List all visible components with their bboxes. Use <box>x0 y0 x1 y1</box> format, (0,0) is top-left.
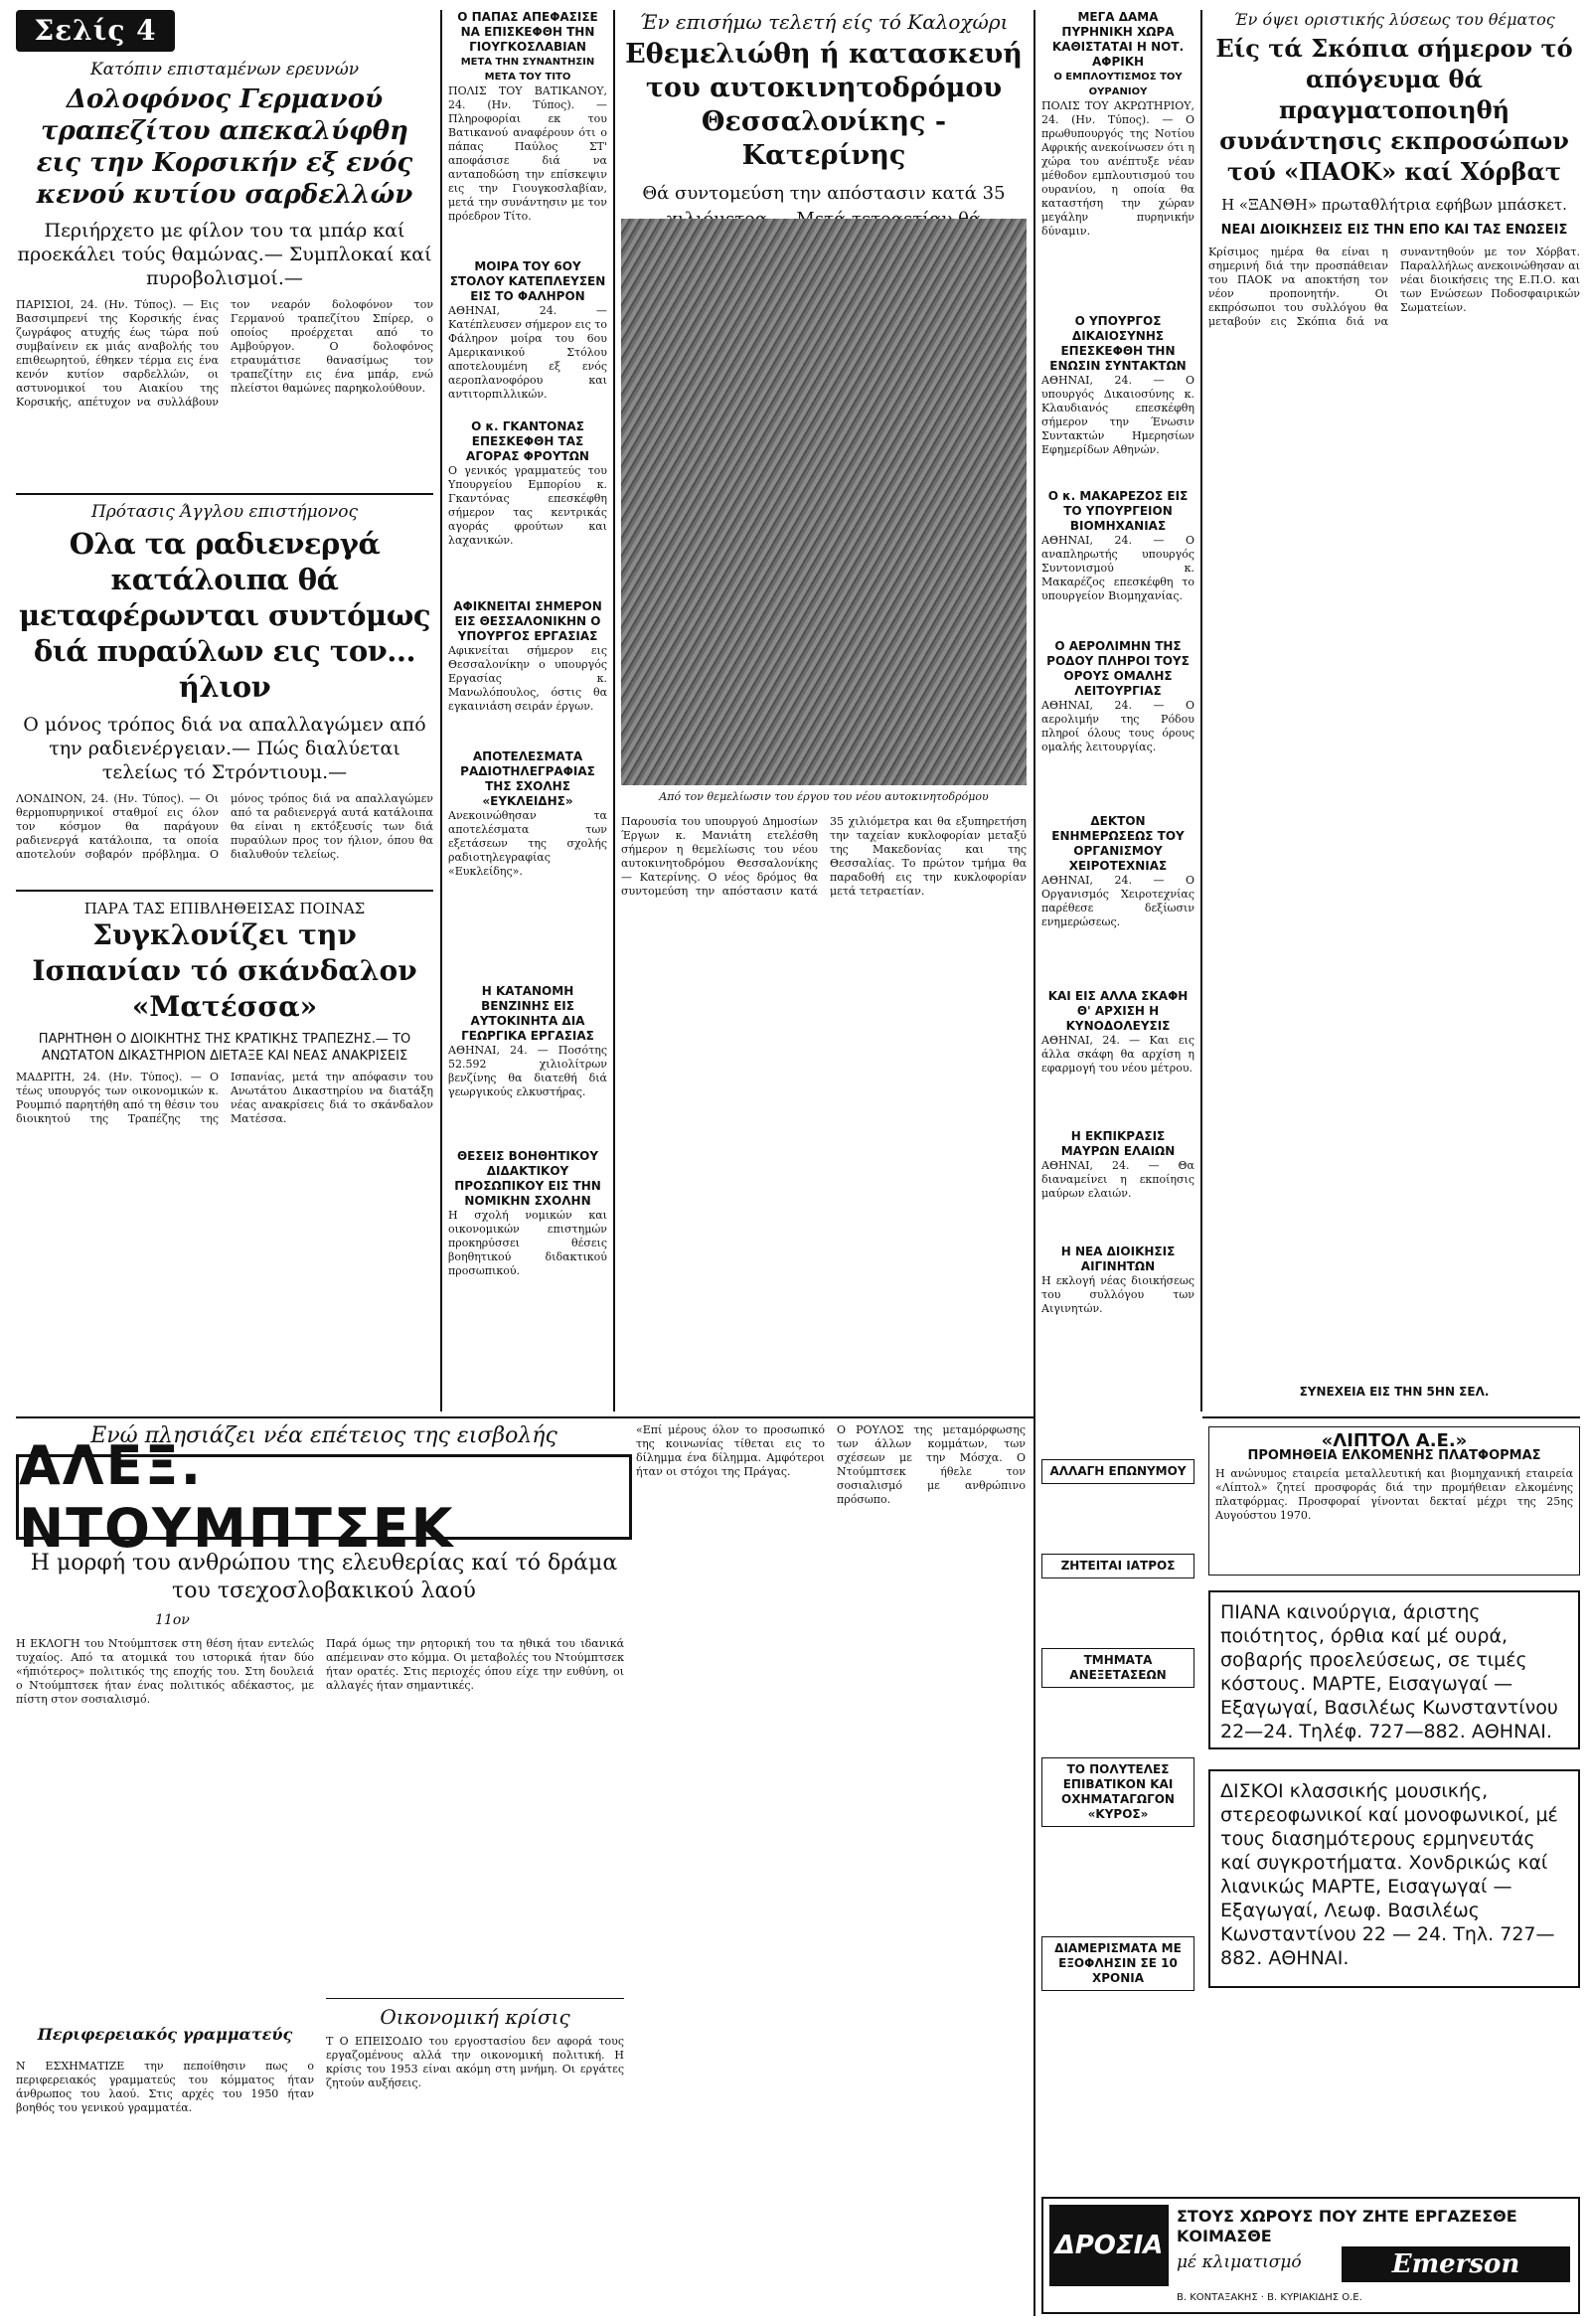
news-body: ΠΟΛΙΣ ΤΟΥ ΑΚΡΩΤΗΡΙΟΥ, 24. (Ην. Τύπος). — Ο πρωθυπουργός της Νοτίου Αφρικής ανεκοίνωσεν ότι η χώρα του ανέπτυξε νέαν μέθοδον εμπλουτισμού του ουρανίου, η οποία θα καταστήση την χώραν μεγάλην πυρηνικήν δύναμιν. <box>1041 99 1194 238</box>
article-deck: Περιήρχετο με φίλον του τα μπάρ καί προεκάλει τούς θαμώνας.— Συμπλοκαί καί πυροβολισμοί.— <box>17 220 432 289</box>
feature-body: Ο ΡΟΥΛΟΣ της μεταμόρφωσης των άλλων κομμάτων, των σχέσεων με την Μόσχα. Ο Ντούμπτσεκ ήθελε τον σοσιαλισμό με ανθρώπινο πρόσωπο. <box>837 1423 1026 1506</box>
feature-part: 11ον <box>155 1612 190 1628</box>
column-rule <box>1034 10 1035 2316</box>
news-body: ΑΘΗΝΑΙ, 24. — Κατέπλευσεν σήμερον εις το Φάληρον μοίρα του 6ου Αμερικανικού Στόλου αποτελουμένη εξ ενός αεροπλανοφόρου και αντιτορπιλλικών. <box>448 304 607 401</box>
article-motorway <box>621 10 1027 1411</box>
page-label: Σελίς 4 <box>16 10 175 52</box>
news-body: Ανεκοινώθησαν τα αποτελέσματα των εξετάσεων της σχολής ραδιοτηλεγραφίας «Ευκλείδης». <box>448 809 607 878</box>
ad-title: «ΛΙΠΤΟΛ Α.Ε.» <box>1321 1430 1468 1451</box>
article-kicker: Έν επισήμω τελετή είς τό Καλοχώρι <box>639 10 1009 34</box>
ad-body: ΠΙΑΝΑ καινούργια, άριστης ποιότητος, όρθια καί μέ ουρά, σοβαρής προελεύσεως, σε τιμές κόστους. ΜΑΡΤΕ, Εισαγωγαί — Εξαγωγαί, Βασιλέως Κωνσταντίνου 22—24. Τηλέφ. 727—882. ΑΘΗΝΑΙ. <box>1220 1601 1558 1743</box>
divider <box>16 493 433 495</box>
feature-banner-text: ΑΛΕΞ. ΝΤΟΥΜΠΤΣΕΚ <box>19 1434 455 1560</box>
article-body: ΛΟΝΔΙΝΟΝ, 24. (Ην. Τύπος). — Οι θερμοπυρηνικοί σταθμοί εις όλον τον κόσμον θα παράγουν ραδιενεργά κατάλοιπα, τα οποία αποτελούν σοβαρόν πρόβλημα. Ο μόνος τρόπος διά να απαλλαγώμεν από τα ραδιενεργά αυτά κατάλοιπα θα είναι η εκτόξευσίς των διά πυραύλων προς τον ήλιον, όπου θα διαλυθούν τελείως. <box>16 792 433 861</box>
news-column-2 <box>448 10 607 1411</box>
ad-body: ΔΙΣΚΟΙ κλασσικής μουσικής, στερεοφωνικοί καί μονοφωνικοί, μέ τους διασημότερους ερμηνευτάς καί συγκροτήματα. Χονδρικώς καί λιανικώς ΜΑΡΤΕ, Εισαγωγαί — Εξαγωγαί, Λεωφ. Βασιλέως Κωνσταντίνου 22 — 24. Τηλ. 727—882. ΑΘΗΝΑΙ. <box>1220 1780 1558 1969</box>
ceremony-photo <box>621 219 1027 785</box>
news-heading: ΜΟΙΡΑ ΤΟΥ 6ΟΥ ΣΤΟΛΟΥ ΚΑΤΕΠΛΕΥΣΕΝ ΕΙΣ ΤΟ ΦΑΛΗΡΟΝ <box>449 259 606 303</box>
news-heading: Ο κ. ΓΚΑΝΤΟΝΑΣ ΕΠΕΣΚΕΦΘΗ ΤΑΣ ΑΓΟΡΑΣ ΦΡΟΥΤΩΝ <box>466 419 589 463</box>
news-body: Ο γενικός γραμματεύς του Υπουργείου Εμπορίου κ. Γκαντόνας επεσκέφθη σήμερον τας κεντρικάς αγοράς φρούτων και λαχανικών. <box>448 464 607 547</box>
classified-box: ΤΜΗΜΑΤΑ ΑΝΕΞΕΤΑΣΕΩΝ <box>1041 1648 1194 1688</box>
news-subheading: Ο ΕΜΠΛΟΥΤΙΣΜΟΣ ΤΟΥ ΟΥΡΑΝΙΟΥ <box>1053 72 1183 97</box>
article-matesa <box>16 900 433 1198</box>
news-heading: Η ΕΚΠΙΚΡΑΣΙΣ ΜΑΥΡΩΝ ΕΛΑΙΩΝ <box>1060 1129 1176 1158</box>
news-body: ΠΟΛΙΣ ΤΟΥ ΒΑΤΙΚΑΝΟΥ, 24. (Ην. Τύπος). — Πληροφορίαι εκ του Βατικανού αναφέρουν ότι ο πάπας Παύλος ΣΤ' αποφάσισε διά να ανταποδώση την επίσκεψιν εις την Γιουγκοσλαβίαν, μετά την συνάντησιν με τον πρόεδρον Τίτο. <box>448 84 607 223</box>
article-deck: ΠΑΡΗΤΗΘΗ Ο ΔΙΟΙΚΗΤΗΣ ΤΗΣ ΚΡΑΤΙΚΗΣ ΤΡΑΠΕΖΗΣ.— ΤΟ ΑΝΩΤΑΤΟΝ ΔΙΚΑΣΤΗΡΙΟΝ ΔΙΕΤΑΞΕ ΚΑΙ ΝΕΑΣ ΑΝΑΚΡΙΣΕΙΣ <box>38 1032 411 1064</box>
classified-box: ΑΛΛΑΓΗ ΕΠΩΝΥΜΟΥ <box>1041 1459 1194 1484</box>
article-kicker: Κατόπιν επισταμένων ερευνών <box>89 60 360 80</box>
article-body: Παρουσία του υπουργού Δημοσίων Έργων κ. Μανιάτη ετελέσθη σήμερον η θεμελίωσις του νέου αυτοκινητοδρόμου Θεσσαλονίκης — Κατερίνης. Ο νέος δρόμος θα συντομεύση την απόστασιν κατά 35 χιλιόμετρα και θα εξυπηρετήση την ταχείαν κυκλοφορίαν μεταξύ της Μακεδονίας και της Θεσσαλίας. Το πρώτον τμήμα θα παραδοθή εις την κυκλοφορίαν μετά τετραετίαν. <box>621 815 1027 898</box>
article-headline: Συγκλονίζει την Ισπανίαν τό σκάνδαλον «Ματέσσα» <box>32 918 417 1023</box>
ad-footer: Β. ΚΟΝΤΑΞΑΚΗΣ · Β. ΚΥΡΙΑΚΙΔΗΣ Ο.Ε. <box>1177 2292 1362 2303</box>
ad-liptol <box>1208 1426 1580 1576</box>
news-heading: Ο κ. ΜΑΚΑΡΕΖΟΣ ΕΙΣ ΤΟ ΥΠΟΥΡΓΕΙΟΝ ΒΙΟΜΗΧΑΝΙΑΣ <box>1047 489 1189 533</box>
news-body: Αφικνείται σήμερον εις Θεσσαλονίκην ο υπουργός Εργασίας κ. Μανωλόπουλος, όστις θα εγκαινιάση σειράν έργων. <box>448 644 607 713</box>
article-banker-murder <box>16 60 433 487</box>
classified-box: ΔΙΑΜΕΡΙΣΜΑΤΑ ΜΕ ΕΞΟΦΛΗΣΙΝ ΣΕ 10 ΧΡΟΝΙΑ <box>1041 1936 1194 1991</box>
news-body: ΑΘΗΝΑΙ, 24. — Ο αερολιμήν της Ρόδου πληροί όλους τους όρους ομαλής λειτουργίας. <box>1041 699 1194 753</box>
news-heading: Ο ΥΠΟΥΡΓΟΣ ΔΙΚΑΙΟΣΥΝΗΣ ΕΠΕΣΚΕΦΘΗ ΤΗΝ ΕΝΩΣΙΝ ΣΥΝΤΑΚΤΩΝ <box>1049 314 1187 373</box>
article-kicker: Πρότασις Άγγλου επιστήμονος <box>90 502 358 522</box>
feature-subheading: Περιφερειακός γραμματεύς <box>37 2025 293 2044</box>
news-body: ΑΘΗΝΑΙ, 24. — Θα διαναμείνει η εκποίησις μαύρων ελαιών. <box>1041 1159 1194 1200</box>
news-body: Η σχολή νομικών και οικονομικών επιστημών προκηρύσσει θέσεις βοηθητικού διδακτικού προσωπικού. <box>448 1209 607 1277</box>
article-subheading: ΝΕΑΙ ΔΙΟΙΚΗΣΕΙΣ ΕΙΣ ΤΗΝ ΕΠΟ ΚΑΙ ΤΑΣ ΕΝΩΣΕΙΣ <box>1220 223 1568 238</box>
article-deck: Η «ΞΑΝΘΗ» πρωταθλήτρια εφήβων μπάσκετ. <box>1221 196 1567 214</box>
photo-caption: Από τον θεμελίωσιν του έργου του νέου αυτοκινητοδρόμου <box>659 790 989 803</box>
article-headline: Δολοφόνος Γερμανού τραπεζίτου απεκαλύφθη εις την Κορσικήν εξ ενός κενού κυτίου σαρδελλών <box>36 84 413 210</box>
article-paok <box>1208 10 1580 1411</box>
article-body: ΠΑΡΙΣΙΟΙ, 24. (Ην. Τύπος). — Εις Βασσιμπρενί της Κορσικής ένας ζωγράφος ατυχής έως τώρα πού συμβαίνειν εκ μιάς αναβολής του επιθεωρητού, έθηκεν τέρμα εις ένα κενόν κυτίον σαρδελλών, οι αστυνομικοί του Αιακίου της Κορσικής, απέτυχον να συλλάβουν τον νεαρόν δολοφόνον τον Γερμανού τραπεζίτου Σπίρερ, ο οποίος προέρχεται από το Αμβούργον. Ο δολοφόνος ετραυμάτισε θανασίμως τον τραπεζίτην εις ένα μπάρ, ενώ πλείστοι θαμώνες παρηκολούθουν. <box>16 298 433 409</box>
feature-body: Παρά όμως την ρητορική του τα ηθικά του ιδανικά απέμειναν στο κόμμα. Οι μεταβολές του Ντούμπτσεκ ήταν ορατές. Στις περιοχές όπου είχε την ευθύνη, οι αλλαγές ήταν σημαντικές. <box>326 1637 624 1692</box>
ad-pianos <box>1208 1590 1580 1749</box>
news-body: ΑΘΗΝΑΙ, 24. — Ο υπουργός Δικαιοσύνης κ. Κλαυδιανός επεσκέφθη σήμερον την Ένωσιν Συντακτών Ημερησίων Εφημερίδων Αθηνών. <box>1041 374 1194 456</box>
feature-body: Ν ΕΣΧΗΜΑΤΙΖΕ την πεποίθησιν πως ο περιφερειακός γραμματεύς του κόμματος ήταν άνθρωπος του λαού. Στις αρχές του 1950 ήταν βοηθός του γενικού γραμματέα. <box>16 2060 314 2114</box>
feature-deck: Η μορφή του ανθρώπου της ελευθερίας καί τό δράμα του τσεχοσλοβακικού λαού <box>30 1551 618 1603</box>
article-kicker: ΠΑΡΑ ΤΑΣ ΕΠΙΒΛΗΘΕΙΣΑΣ ΠΟΙΝΑΣ <box>83 900 366 917</box>
ad-records <box>1208 1769 1580 1988</box>
news-heading: ΘΕΣΕΙΣ ΒΟΗΘΗΤΙΚΟΥ ΔΙΔΑΚΤΙΚΟΥ ΠΡΟΣΩΠΙΚΟΥ ΕΙΣ ΤΗΝ ΝΟΜΙΚΗΝ ΣΧΟΛΗΝ <box>454 1149 601 1208</box>
ad-drosia-emerson <box>1041 2197 1580 2314</box>
news-heading: ΜΕΓΑ ΔΑΜΑ ΠΥΡΗΝΙΚΗ ΧΩΡΑ ΚΑΘΙΣΤΑΤΑΙ Η ΝΟΤ. ΑΦΡΙΚΗ <box>1051 10 1185 69</box>
ad-body: Η ανώνυμος εταιρεία μεταλλευτική και βιομηχανική εταιρεία «Λίπτολ» ζητεί προσφοράς διά την προμήθειαν ελκομένης πλατφόρμας. Προσφοραί γίνονται δεκταί μέχρι της 25ης Αυγούστου 1970. <box>1215 1467 1573 1522</box>
divider <box>16 890 433 892</box>
news-heading: ΑΦΙΚΝΕΙΤΑΙ ΣΗΜΕΡΟΝ ΕΙΣ ΘΕΣΣΑΛΟΝΙΚΗΝ Ο ΥΠΟΥΡΓΟΣ ΕΡΓΑΣΙΑΣ <box>453 599 602 643</box>
classified-box: ΤΟ ΠΟΛΥΤΕΛΕΣ ΕΠΙΒΑΤΙΚΟΝ ΚΑΙ ΟΧΗΜΑΤΑΓΩΓΟΝ «ΚΥΡΟΣ» <box>1041 1757 1194 1827</box>
article-deck: Θά συντομεύση την απόστασιν κατά 35 <box>642 183 1006 204</box>
ad-line: ΣΤΟΥΣ ΧΩΡΟΥΣ ΠΟΥ ΖΗΤΕ ΕΡΓΑΖΕΣΘΕ ΚΟΙΜΑΣΘΕ <box>1177 2207 1517 2245</box>
classified-box: ΖΗΤΕΙΤΑΙ ΙΑΤΡΟΣ <box>1041 1554 1194 1578</box>
article-economic-crisis <box>326 1998 624 2306</box>
feature-body: Η ΕΚΛΟΓΗ του Ντούμπτσεκ στη θέση ήταν εντελώς τυχαίος. Από τα ατομικά του ιστορικά ήταν δύο «ήπιότερος» πολιτικός της εποχής του. Στη δουλειά ο Ντούμπτσεκ ήταν ένας πολιτικός αδέκαστος, με πίστη στον σοσιαλισμό. <box>16 1637 314 1706</box>
news-body: ΑΘΗΝΑΙ, 24. — Και εις άλλα σκάφη θα αρχίση η εφαρμογή του νέου μέτρου. <box>1041 1034 1194 1075</box>
ad-subtitle: ΠΡΟΜΗΘΕΙΑ ΕΛΚΟΜΕΝΗΣ ΠΛΑΤΦΟΡΜΑΣ <box>1247 1448 1541 1463</box>
news-body: ΑΘΗΝΑΙ, 24. — Ο Οργανισμός Χειροτεχνίας παρέθεσε δεξίωσιν ενημερώσεως. <box>1041 874 1194 928</box>
news-heading: Ο ΑΕΡΟΛΙΜΗΝ ΤΗΣ ΡΟΔΟΥ ΠΛΗΡΟΙ ΤΟΥΣ ΟΡΟΥΣ ΟΜΑΛΗΣ ΛΕΙΤΟΥΡΓΙΑΣ <box>1046 639 1190 698</box>
ad-line: μέ κλιματισμό <box>1177 2252 1302 2272</box>
news-heading: ΚΑΙ ΕΙΣ ΑΛΛΑ ΣΚΑΦΗ Θ' ΑΡΧΙΣΗ Η ΚΥΝΟΔΟΛΕΥΣΙΣ <box>1047 989 1189 1033</box>
column-rule <box>1200 10 1202 1411</box>
feature-kicker: Ενώ πλησιάζει νέα επέτειος της εισβολής <box>90 1423 557 1448</box>
news-heading: ΔΕΚΤΟΝ ΕΝΗΜΕΡΩΣΕΩΣ ΤΟΥ ΟΡΓΑΝΙΣΜΟΥ ΧΕΙΡΟΤΕΧΝΙΑΣ <box>1051 814 1185 873</box>
article-body: ΜΑΔΡΙΤΗ, 24. (Ην. Τύπος). — Ο τέως υπουργός των οικονομικών κ. Ρουμπιό παρητήθη από τη θέσιν του διοικητού της Τραπέζης της Ισπανίας, μετά την απόφασιν του Ανωτάτου Δικαστηρίου να διατάξη νέας ανακρίσεις διά το σκάνδαλον Ματέσσα. <box>16 1071 433 1125</box>
news-heading: Η ΚΑΤΑΝΟΜΗ ΒΕΝΖΙΝΗΣ ΕΙΣ ΑΥΤΟΚΙΝΗΤΑ ΔΙΑ ΓΕΩΡΓΙΚΑ ΕΡΓΑΣΙΑΣ <box>461 984 594 1043</box>
article-headline: Είς τά Σκόπια σήμερον τό απόγευμα θά πραγματοποιηθή συνάντησις εκπροσώπων τού «ΠΑΟΚ» καί Χόρβατ <box>1215 34 1573 186</box>
article-headline: Ολα τα ραδιενεργά κατάλοιπα θά μεταφέρωνται συντόμως διά πυραύλων εις τον... ήλιον <box>18 527 430 704</box>
news-heading: Ο ΠΑΠΑΣ ΑΠΕΦΑΣΙΣΕ ΝΑ ΕΠΙΣΚΕΦΘΗ ΤΗΝ ΓΙΟΥΓΚΟΣΛΑΒΙΑΝ <box>457 10 598 54</box>
divider <box>1202 1416 1580 1418</box>
news-heading: Η ΝΕΑ ΔΙΟΙΚΗΣΙΣ ΑΙΓΙΝΗΤΩΝ <box>1060 1245 1176 1273</box>
article-kicker: Έν όψει οριστικής λύσεως του θέματος <box>1233 10 1555 29</box>
article-deck: Ο μόνος τρόπος διά να απαλλαγώμεν από την ραδιενέργειαν.— Πώς διαλύεται τελείως τό Στρόντιουμ.— <box>23 714 426 783</box>
article-body: Κρίσιμος ημέρα θα είναι η σημερινή διά την προσπάθειαν του ΠΑΟΚ να αποκτήση τον νέον προπονητήν. Οι εκπρόσωποι του συλλόγου θα μεταβούν εις Σκόπια διά να συναντηθούν με τον Χόρβατ. Παραλλήλως ανεκοινώθησαν αι νέαι διοικήσεις της Ε.Π.Ο. και των Ενώσεων Ποδοσφαιρικών Σωματείων. <box>1208 246 1580 328</box>
ad-emerson-logo: Emerson <box>1342 2246 1570 2282</box>
news-body: ΑΘΗΝΑΙ, 24. — Ποσότης 52.592 χιλιολίτρων βενζίνης θα διατεθή διά γεωργικούς ελκυστήρας. <box>448 1044 607 1098</box>
article-headline: Εθεμελιώθη ή κατασκευή του αυτοκινητοδρόμου Θεσσαλονίκης - Κατερίνης <box>625 39 1023 171</box>
ad-brand: ΔΡΟΣΙΑ <box>1049 2205 1169 2286</box>
article-radioactive <box>16 502 433 885</box>
continued-note: ΣΥΝΕΧΕΙΑ ΕΙΣ ΤΗΝ 5ΗΝ ΣΕΛ. <box>1299 1385 1490 1399</box>
divider <box>16 1416 1034 1418</box>
news-body: ΑΘΗΝΑΙ, 24. — Ο αναπληρωτής υπουργός Συντονισμού κ. Μακαρέζος επεσκέφθη το υπουργείον Βιομηχανίας. <box>1041 534 1194 602</box>
column-rule <box>613 10 615 1411</box>
column-rule <box>440 10 442 1411</box>
news-heading: ΑΠΟΤΕΛΕΣΜΑΤΑ ΡΑΔΙΟΤΗΛΕΓΡΑΦΙΑΣ ΤΗΣ ΣΧΟΛΗΣ «ΕΥΚΛΕΙΔΗΣ» <box>460 749 595 808</box>
news-body: Η εκλογή νέας διοικήσεως του συλλόγου των Αιγινητών. <box>1041 1274 1194 1315</box>
news-column-4 <box>1041 10 1194 2316</box>
feature-body: «Επί μέρους όλον το προσωπικό της κοινωνίας τίθεται εις το δίλημμα ένα δίλημμα. Αμφότεροι ήταν οι στόχοι της Πράγας. <box>636 1423 825 1478</box>
article-title: Οικονομική κρίσις <box>380 2005 570 2029</box>
article-body: Τ Ο ΕΠΕΙΣΟΔΙΟ του εργοστασίου δεν αφορά τους εργαζομένους αλλά την οικονομική πολιτική. Η κρίσις του 1953 είναι ακόμη στη μνήμη. Οι εργάτες ζητούν αυξήσεις. <box>326 2035 624 2089</box>
news-subheading: ΜΕΤΑ ΤΗΝ ΣΥΝΑΝΤΗΣΙΝ ΜΕΤΑ ΤΟΥ ΤΙΤΟ <box>460 57 595 83</box>
